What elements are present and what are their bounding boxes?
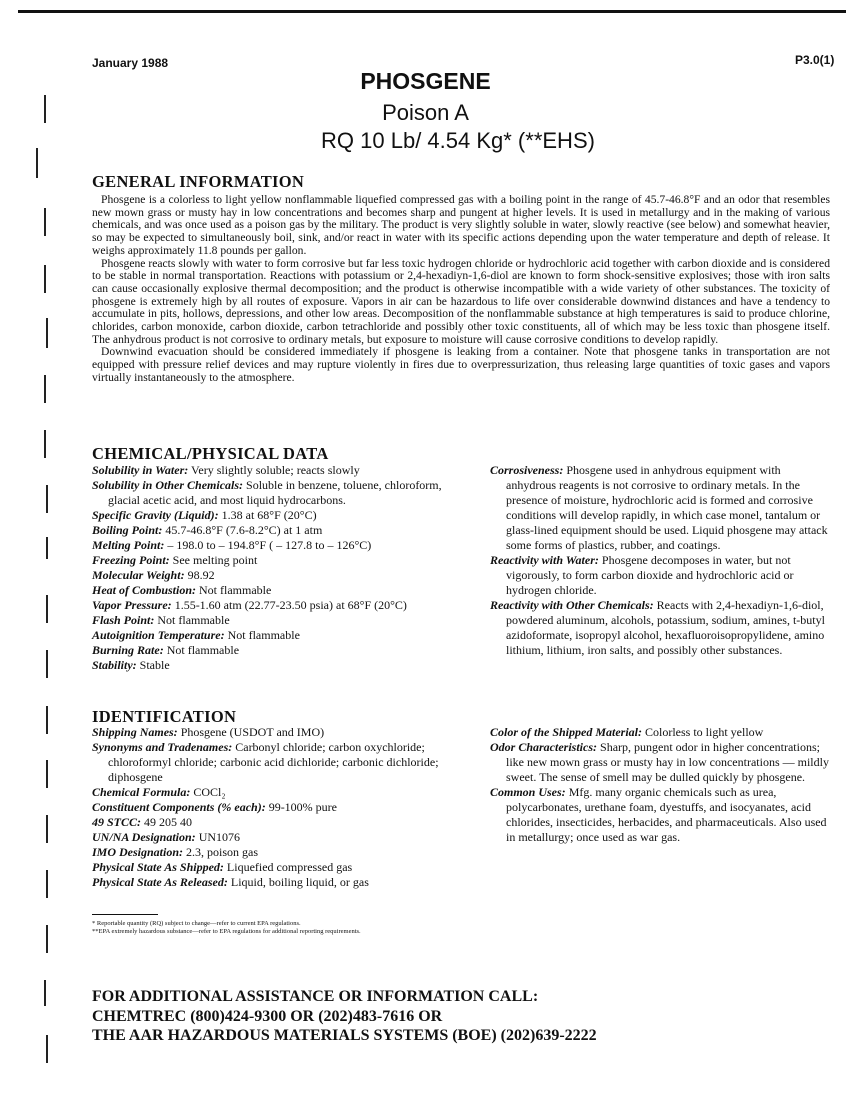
field-value: Phosgene decomposes in water, but not vigorously, to form carbon dioxide and hydrochloric acid or hydrogen chloride. — [506, 553, 794, 597]
field-value: Liquid, boiling liquid, or gas — [230, 875, 369, 889]
field-value: See melting point — [172, 553, 258, 567]
field-value: Phosgene (USDOT and IMO) — [180, 725, 325, 739]
field-label: Physical State As Shipped: — [92, 860, 224, 874]
margin-mark — [46, 815, 48, 843]
field-label: IMO Designation: — [92, 845, 184, 859]
data-field — [490, 598, 832, 658]
data-field — [92, 800, 464, 815]
data-field — [92, 785, 464, 800]
margin-mark — [44, 208, 46, 236]
footnote: **EPA extremely hazardous substance—refer to EPA regulations for additional reporting requirements. — [92, 928, 361, 935]
field-value: 1.55-1.60 atm (22.77-23.50 psia) at 68°F (20°C) — [174, 598, 407, 612]
field-label: Color of the Shipped Material: — [490, 725, 643, 739]
data-field — [92, 860, 464, 875]
field-value: Soluble in benzene, toluene, chloroform, glacial acetic acid, and most liquid hydrocarbons. — [108, 478, 442, 507]
field-value: 2.3, poison gas — [186, 845, 259, 859]
ident-heading: IDENTIFICATION — [92, 707, 237, 726]
top-rule — [18, 10, 846, 13]
data-field — [490, 785, 832, 845]
data-field — [92, 538, 464, 553]
data-field — [92, 508, 464, 523]
data-field — [92, 553, 464, 568]
margin-mark — [44, 375, 46, 403]
field-label: UN/NA Designation: — [92, 830, 196, 844]
field-label: Molecular Weight: — [92, 568, 185, 582]
data-field — [92, 815, 464, 830]
field-label: Flash Point: — [92, 613, 155, 627]
field-label: Reactivity with Water: — [490, 553, 599, 567]
field-label: Solubility in Other Chemicals: — [92, 478, 244, 492]
field-label: Heat of Combustion: — [92, 583, 197, 597]
general-body — [92, 194, 830, 385]
reportable-quantity: RQ 10 Lb/ 4.54 Kg* (**EHS) — [321, 128, 595, 153]
field-label: Vapor Pressure: — [92, 598, 172, 612]
ident-right-column — [490, 725, 832, 845]
margin-mark — [44, 980, 46, 1006]
ident-left-column — [92, 725, 464, 890]
margin-mark — [46, 1035, 48, 1063]
data-field — [92, 740, 464, 785]
data-field — [92, 598, 464, 613]
document-date: January 1988 — [92, 56, 169, 70]
field-value: Not flammable — [166, 643, 240, 657]
field-value: Not flammable — [199, 583, 272, 597]
contact-line: FOR ADDITIONAL ASSISTANCE OR INFORMATION CALL: — [92, 988, 539, 1005]
data-field — [490, 553, 832, 598]
field-value: Not flammable — [157, 613, 230, 627]
data-field — [92, 628, 464, 643]
field-value: Colorless to light yellow — [645, 725, 764, 739]
field-label: Burning Rate: — [92, 643, 164, 657]
page-title: PHOSGENE — [360, 68, 491, 94]
field-label: Shipping Names: — [92, 725, 178, 739]
general-heading: GENERAL INFORMATION — [92, 172, 305, 191]
field-value: Carbonyl chloride; carbon oxychloride; chloroformyl chloride; carbonic acid dichloride; carbonic dichloride; diphosgene — [108, 740, 439, 784]
margin-mark — [46, 485, 48, 513]
field-label: Stability: — [92, 658, 137, 672]
footnote: * Reportable quantity (RQ) subject to change—refer to current EPA regulations. — [92, 920, 301, 927]
data-field — [92, 658, 464, 673]
field-label: Synonyms and Tradenames: — [92, 740, 233, 754]
field-value: Stable — [139, 658, 170, 672]
data-field — [490, 740, 832, 785]
margin-mark — [46, 537, 48, 559]
field-value: – 198.0 to – 194.8°F ( – 127.8 to – 126°C) — [167, 538, 372, 552]
field-value: 45.7-46.8°F (7.6-8.2°C) at 1 atm — [165, 523, 323, 537]
document-code: P3.0(1) — [795, 53, 835, 67]
field-value: UN1076 — [198, 830, 241, 844]
data-field — [490, 463, 832, 553]
field-label: Odor Characteristics: — [490, 740, 598, 754]
data-field — [92, 830, 464, 845]
footnote-rule — [92, 914, 158, 915]
margin-mark — [44, 430, 46, 458]
field-label: Chemical Formula: — [92, 785, 191, 799]
footnotes — [92, 920, 361, 936]
field-value: 49 205 40 — [144, 815, 193, 829]
chem-heading: CHEMICAL/PHYSICAL DATA — [92, 444, 329, 463]
field-value: Mfg. many organic chemicals such as urea, polycarbonates, urethane foam, dyestuffs, and isocyanates, acid chlorides, insecticides, herbacides, and pharmaceuticals. Also used in metallurgy; once used as war gas. — [506, 785, 827, 844]
margin-mark — [46, 706, 48, 734]
field-label: Freezing Point: — [92, 553, 170, 567]
field-label: Specific Gravity (Liquid): — [92, 508, 219, 522]
field-label: Solubility in Water: — [92, 463, 189, 477]
contact-block — [92, 987, 597, 1046]
field-label: Reactivity with Other Chemicals: — [490, 598, 654, 612]
field-label: Common Uses: — [490, 785, 566, 799]
data-field — [92, 613, 464, 628]
field-label: Boiling Point: — [92, 523, 163, 537]
margin-mark — [46, 650, 48, 678]
field-value: 99-100% pure — [268, 800, 338, 814]
field-label: Constituent Components (% each): — [92, 800, 266, 814]
data-field — [92, 875, 464, 890]
margin-mark — [46, 870, 48, 898]
data-field — [92, 725, 464, 740]
field-value: Sharp, pungent odor in higher concentrations; like new mown grass or musty hay in low concentrations — mildly sweet. The sense of smell may be dulled quickly by phosgene. — [506, 740, 829, 784]
general-paragraph: Phosgene is a colorless to light yellow nonflammable liquefied compressed gas with a boiling point in the range of 45.7-46.8°F and an odor that resembles new mown grass or musty hay in low concentrations and becomes sharp and pungent at higher levels. It is used in metallurgy and in the making of various chemicals, and was once used as a poison gas by the military. The product is very slightly soluble in water, slowly reactive (see below) and somewhat heavier, so may be expected to simultaneously boil, sink, and/or react in water with its specific actions depending upon the water temperature and depth of release. It weighs approximately 11.8 pounds per gallon. — [92, 193, 830, 257]
general-paragraph: Phosgene reacts slowly with water to form corrosive but far less toxic hydrogen chloride or hydrochloric acid together with carbon dioxide and is considered to be stable in normal transportation. Reactions with potassium or 2,4-hexadiyn-1,6-diol are known to form shock-sensitive explosives; those with iron salts can cause occasionally explosive thermal decomposition; and the product is otherwise incompatible with a wide variety of other substances. The toxicity of phosgene is extremely high by all routes of exposure. Vapors in air can be hazardous to life over considerable downwind distances and have a tendency to accumulate in pits, hollows, depressions, and other low areas. Decomposition of the nonflammable substance at high temperatures is said to produce chlorine, chlorides, carbon monoxide, carbon dioxide, carbon tetrachloride and possibly other toxic constituents, all of which may be less toxic than phosgene itself. The anhydrous product is not corrosive to ordinary metals, but exposure to moisture will cause corrosive conditions to develop rapidly. — [92, 256, 830, 346]
chem-right-column — [490, 463, 832, 658]
field-label: Corrosiveness: — [490, 463, 564, 477]
field-label: Autoignition Temperature: — [92, 628, 225, 642]
data-field — [92, 463, 464, 478]
data-field — [92, 523, 464, 538]
data-field — [92, 583, 464, 598]
chem-left-column — [92, 463, 464, 673]
hazard-class: Poison A — [382, 100, 469, 125]
data-field — [92, 568, 464, 583]
contact-line: THE AAR HAZARDOUS MATERIALS SYSTEMS (BOE) (202)639-2222 — [92, 1027, 597, 1044]
field-label: Melting Point: — [92, 538, 165, 552]
data-field — [92, 643, 464, 658]
margin-mark — [46, 760, 48, 788]
field-value: 1.38 at 68°F (20°C) — [221, 508, 317, 522]
data-field — [92, 845, 464, 860]
field-value: Very slightly soluble; reacts slowly — [191, 463, 360, 477]
margin-mark — [44, 265, 46, 293]
field-value: Reacts with 2,4-hexadiyn-1,6-diol, powdered aluminum, alcohols, potassium, sodium, amines, t-butyl azidoformate, isopropyl alcohol, hexafluoroisopropylidene, amino lithium, lithium, iron salts, and possibly other substances. — [506, 598, 825, 657]
margin-mark — [46, 318, 48, 348]
field-value: 98.92 — [187, 568, 215, 582]
general-paragraph: Downwind evacuation should be considered immediately if phosgene is leaking from a container. Note that phosgene tanks in transportation are not equipped with pressure relief devices and may rupture violently in fires due to overpressurization, thus releasing large quantities of toxic gases and vapors virtually instantaneously to the atmosphere. — [92, 345, 830, 384]
margin-mark — [46, 925, 48, 953]
field-value: Phosgene used in anhydrous equipment with anhydrous reagents is not corrosive to ordinary metals. In the presence of moisture, hydrochloric acid is formed and corrosive conditions will develop rapidly, in which case monel, tantalum or glass-lined equipment should be used. Liquid phosgene may attack some forms of plastics, rubber, and coatings. — [506, 463, 828, 552]
data-field — [490, 725, 832, 740]
field-value: COCl₂ — [193, 785, 226, 799]
contact-line: CHEMTREC (800)424-9300 OR (202)483-7616 OR — [92, 1007, 443, 1025]
field-value: Liquefied compressed gas — [226, 860, 353, 874]
field-value: Not flammable — [227, 628, 300, 642]
field-label: 49 STCC: — [92, 815, 142, 829]
field-label: Physical State As Released: — [92, 875, 228, 889]
data-field — [92, 478, 464, 508]
margin-mark — [46, 595, 48, 623]
